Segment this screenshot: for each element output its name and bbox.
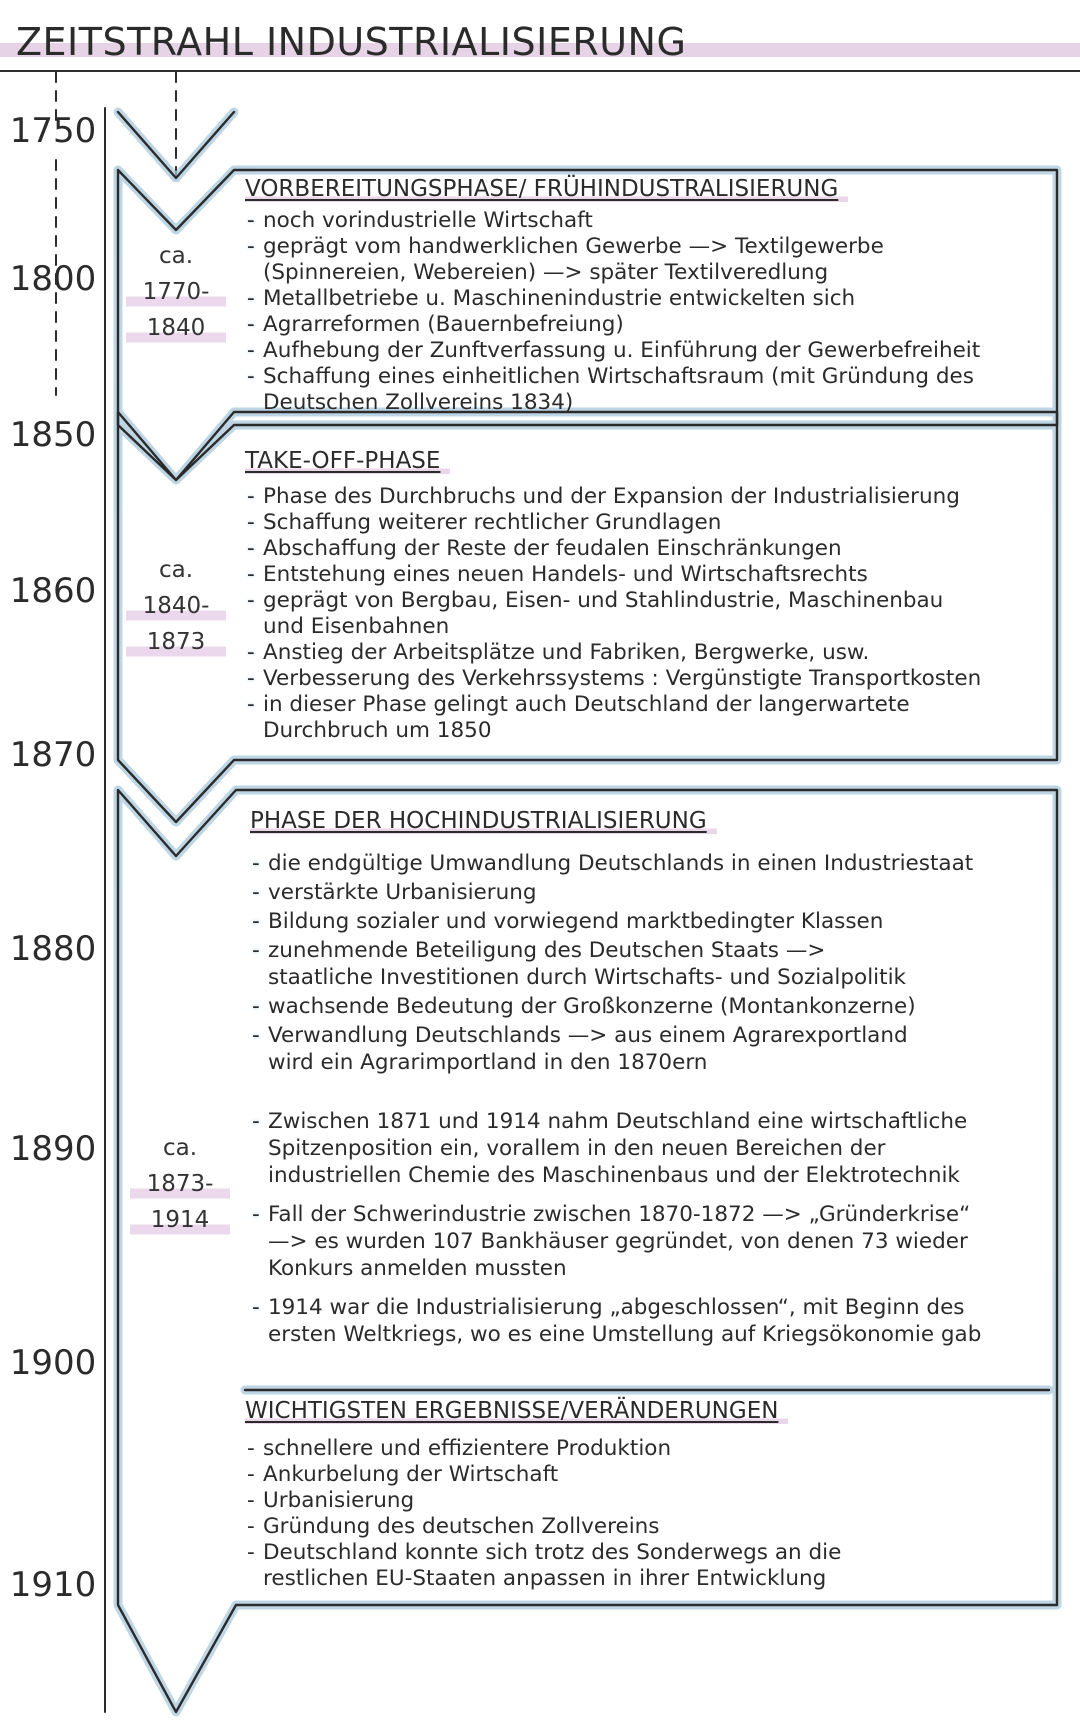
list-item: - Gründung des deutschen Zollvereins bbox=[245, 1514, 1045, 1540]
list-item: - Verbesserung des Verkehrssystems : Vergünstigte Transportkosten bbox=[245, 666, 1045, 692]
list-item: - Verwandlung Deutschlands —> aus einem Agrarexportland wird ein Agrarimportland in den 1870ern bbox=[250, 1022, 1050, 1076]
phase1-date bbox=[126, 238, 226, 346]
list-item: - Schaffung eines einheitlichen Wirtschaftsraum (mit Gründung des Deutschen Zollvereins 1834) bbox=[245, 364, 1045, 416]
date-prefix: ca. bbox=[158, 243, 194, 269]
year-label: 1750 bbox=[9, 111, 97, 151]
list-item: - in dieser Phase gelingt auch Deutschland der langerwartete Durchbruch um 1850 bbox=[245, 692, 1045, 744]
year-label: 1880 bbox=[9, 929, 97, 969]
list-item: - Aufhebung der Zunftverfassung u. Einführung der Gewerbefreiheit bbox=[245, 338, 1045, 364]
year-label: 1800 bbox=[9, 259, 97, 299]
date-prefix: ca. bbox=[162, 1135, 198, 1161]
phase1-list bbox=[245, 208, 1045, 416]
list-item: - geprägt vom handwerklichen Gewerbe —> Textilgewerbe (Spinnereien, Webereien) —> später Textilveredlung bbox=[245, 234, 1045, 286]
phase2-section bbox=[245, 448, 1045, 744]
phase2-list bbox=[245, 484, 1045, 744]
results-section bbox=[245, 1398, 1045, 1592]
list-item: - Deutschland konnte sich trotz des Sonderwegs an die restlichen EU-Staaten anpassen in ihrer Entwicklung bbox=[245, 1540, 1045, 1592]
year-label: 1870 bbox=[9, 735, 97, 775]
list-item: - zunehmende Beteiligung des Deutschen Staats —> staatliche Investitionen durch Wirtschafts- und Sozialpolitik bbox=[250, 937, 1050, 991]
year-label: 1900 bbox=[9, 1343, 97, 1383]
phase2-title: TAKE-OFF-PHASE bbox=[245, 448, 450, 474]
list-item: - Zwischen 1871 und 1914 nahm Deutschland eine wirtschaftliche Spitzenposition ein, vorallem in den neuen Bereichen der industriellen Chemie des Maschinenbaus und der Elektrotechnik bbox=[250, 1108, 1050, 1189]
phase1-title: VORBEREITUNGSPHASE/ FRÜHINDUSTRALISIERUNG bbox=[245, 176, 848, 202]
date-from: 1840- bbox=[126, 588, 226, 624]
phase3-section bbox=[250, 808, 1050, 1350]
list-item: - schnellere und effizientere Produktion bbox=[245, 1436, 1045, 1462]
list-item: - Urbanisierung bbox=[245, 1488, 1045, 1514]
list-item: - Phase des Durchbruchs und der Expansion der Industrialisierung bbox=[245, 484, 1045, 510]
list-item: - Metallbetriebe u. Maschinenindustrie entwickelten sich bbox=[245, 286, 1045, 312]
date-prefix: ca. bbox=[158, 557, 194, 583]
results-title: WICHTIGSTEN ERGEBNISSE/VERÄNDERUNGEN bbox=[245, 1398, 788, 1424]
list-item: - Bildung sozialer und vorwiegend marktbedingter Klassen bbox=[250, 908, 1050, 935]
list-item: - 1914 war die Industrialisierung „abgeschlossen“, mit Beginn des ersten Weltkriegs, wo es eine Umstellung auf Kriegsökonomie gab bbox=[250, 1294, 1050, 1348]
list-item: - geprägt von Bergbau, Eisen- und Stahlindustrie, Maschinenbau und Eisenbahnen bbox=[245, 588, 1045, 640]
list-item: - die endgültige Umwandlung Deutschlands in einen Industriestaat bbox=[250, 850, 1050, 877]
list-item: - Anstieg der Arbeitsplätze und Fabriken, Bergwerke, usw. bbox=[245, 640, 1045, 666]
phase1-section bbox=[245, 176, 1045, 416]
page-title: ZEITSTRAHL INDUSTRIALISIERUNG bbox=[16, 20, 687, 64]
list-item: - verstärkte Urbanisierung bbox=[250, 879, 1050, 906]
list-item: - Fall der Schwerindustrie zwischen 1870-1872 —> „Gründerkrise“ —> es wurden 107 Bankhäuser gegründet, von denen 73 wieder Konkurs anmelden mussten bbox=[250, 1201, 1050, 1282]
results-list bbox=[245, 1436, 1045, 1592]
date-from: 1770- bbox=[126, 274, 226, 310]
year-label: 1890 bbox=[9, 1129, 97, 1169]
list-item: - Entstehung eines neuen Handels- und Wirtschaftsrechts bbox=[245, 562, 1045, 588]
year-label: 1850 bbox=[9, 415, 97, 455]
phase3-title: PHASE DER HOCHINDUSTRIALISIERUNG bbox=[250, 808, 717, 834]
list-item: - wachsende Bedeutung der Großkonzerne (Montankonzerne) bbox=[250, 993, 1050, 1020]
year-label: 1910 bbox=[9, 1565, 97, 1605]
year-label: 1860 bbox=[9, 571, 97, 611]
list-item: - Ankurbelung der Wirtschaft bbox=[245, 1462, 1045, 1488]
date-to: 1873 bbox=[126, 624, 226, 660]
list-item: - Schaffung weiterer rechtlicher Grundlagen bbox=[245, 510, 1045, 536]
phase3-date bbox=[130, 1130, 230, 1238]
phase2-date bbox=[126, 552, 226, 660]
date-to: 1914 bbox=[130, 1202, 230, 1238]
list-item: - Agrarreformen (Bauernbefreiung) bbox=[245, 312, 1045, 338]
phase3-list bbox=[250, 850, 1050, 1348]
date-from: 1873- bbox=[130, 1166, 230, 1202]
date-to: 1840 bbox=[126, 310, 226, 346]
list-item: - Abschaffung der Reste der feudalen Einschränkungen bbox=[245, 536, 1045, 562]
list-item: - noch vorindustrielle Wirtschaft bbox=[245, 208, 1045, 234]
